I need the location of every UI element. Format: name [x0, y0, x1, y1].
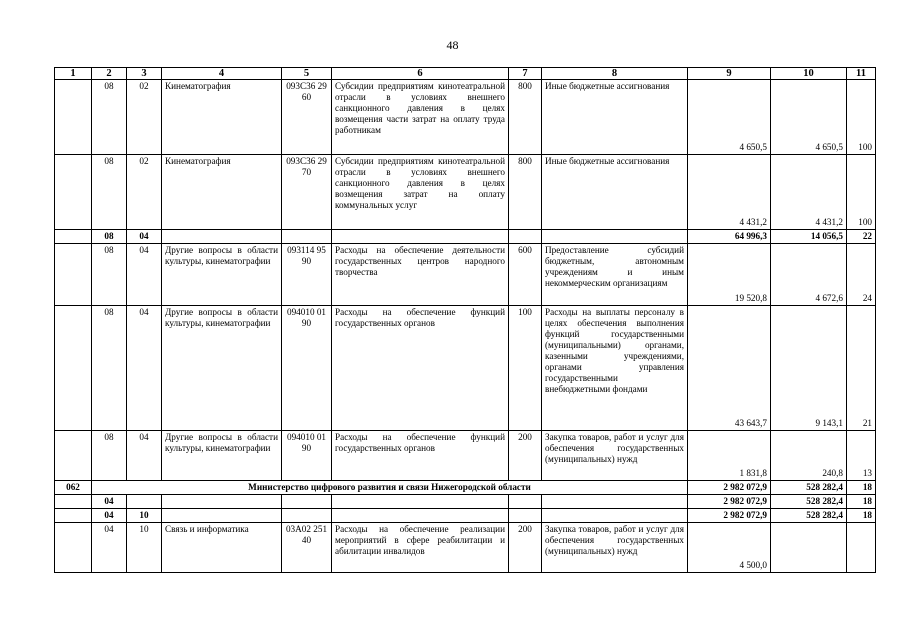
- cell-target-name: Субсидии предприятиям кинотеатральной отрасли в условиях внешнего санкционного давления в целях возмещения затрат на оплату коммунальных услуг: [332, 155, 509, 230]
- cell-expense-type: 100: [509, 306, 542, 431]
- cell-plan: 2 982 072,9: [688, 481, 771, 495]
- cell-section: 08: [92, 431, 127, 481]
- cell-ministry-code: [55, 523, 92, 573]
- column-header: 4: [162, 68, 282, 80]
- cell-target-name: Субсидии предприятиям кинотеатральной отрасли в условиях внешнего санкционного давления в целях возмещения части затрат на оплату труда работникам: [332, 80, 509, 155]
- column-header: 10: [771, 68, 847, 80]
- cell-subsection-name: Кинематография: [162, 155, 282, 230]
- cell-subsection: [127, 495, 162, 509]
- cell-target-name: [332, 230, 509, 244]
- table-row: [55, 80, 876, 155]
- cell-actual: 528 282,4: [771, 481, 847, 495]
- cell-empty: [332, 509, 509, 523]
- cell-actual: 528 282,4: [771, 509, 847, 523]
- cell-empty: [162, 509, 282, 523]
- cell-expense-type-name: Иные бюджетные ассигнования: [542, 155, 688, 230]
- subtotal-row: [55, 230, 876, 244]
- column-header: 2: [92, 68, 127, 80]
- cell-percent: 24: [847, 244, 876, 306]
- subtotal-row: [55, 509, 876, 523]
- cell-empty: [282, 509, 332, 523]
- cell-ministry-code: [55, 230, 92, 244]
- column-header: 5: [282, 68, 332, 80]
- column-header: 3: [127, 68, 162, 80]
- column-header: 6: [332, 68, 509, 80]
- budget-table: [54, 67, 876, 573]
- ministry-row: [55, 481, 876, 495]
- cell-plan: 43 643,7: [688, 306, 771, 431]
- cell-subsection-name: Другие вопросы в области культуры, кинематографии: [162, 244, 282, 306]
- cell-empty: [542, 495, 688, 509]
- cell-expense-type-name: [542, 230, 688, 244]
- cell-section: 08: [92, 80, 127, 155]
- column-header: 9: [688, 68, 771, 80]
- cell-expense-type: 200: [509, 523, 542, 573]
- cell-target-code: 094010 0190: [282, 306, 332, 431]
- cell-percent: 18: [847, 509, 876, 523]
- cell-plan: 4 431,2: [688, 155, 771, 230]
- cell-plan: 4 650,5: [688, 80, 771, 155]
- cell-expense-type-name: Предоставление субсидий бюджетным, автономным учреждениям и иным некоммерческим организациям: [542, 244, 688, 306]
- cell-section: 04: [92, 523, 127, 573]
- cell-subsection-name: [162, 230, 282, 244]
- cell-expense-type: [509, 230, 542, 244]
- cell-target-code: 094010 0190: [282, 431, 332, 481]
- cell-actual: 4 431,2: [771, 155, 847, 230]
- cell-subsection-name: Связь и информатика: [162, 523, 282, 573]
- column-header: 11: [847, 68, 876, 80]
- table-row: [55, 523, 876, 573]
- cell-plan: 4 500,0: [688, 523, 771, 573]
- cell-expense-type: 200: [509, 431, 542, 481]
- cell-empty: [332, 495, 509, 509]
- cell-percent: 18: [847, 495, 876, 509]
- cell-ministry-code: [55, 80, 92, 155]
- cell-expense-type-name: Иные бюджетные ассигнования: [542, 80, 688, 155]
- cell-expense-type-name: Закупка товаров, работ и услуг для обеспечения государственных (муниципальных) нужд: [542, 431, 688, 481]
- cell-actual: 528 282,4: [771, 495, 847, 509]
- cell-section: 04: [92, 509, 127, 523]
- cell-percent: 18: [847, 481, 876, 495]
- cell-target-name: Расходы на обеспечение функций государственных органов: [332, 306, 509, 431]
- cell-plan: 1 831,8: [688, 431, 771, 481]
- cell-ministry-code: [55, 509, 92, 523]
- cell-target-code: 093С36 2970: [282, 155, 332, 230]
- cell-target-code: 03А02 25140: [282, 523, 332, 573]
- cell-subsection: 04: [127, 230, 162, 244]
- cell-section: 08: [92, 230, 127, 244]
- cell-ministry-code: [55, 431, 92, 481]
- cell-subsection-name: Другие вопросы в области культуры, кинематографии: [162, 306, 282, 431]
- cell-percent: 21: [847, 306, 876, 431]
- cell-subsection: 02: [127, 80, 162, 155]
- column-header: 8: [542, 68, 688, 80]
- cell-expense-type-name: Расходы на выплаты персоналу в целях обеспечения выполнения функций государственными (муниципальными) органами, казенными учреждениями, органами управления государственными внебюджетными фондами: [542, 306, 688, 431]
- cell-expense-type: 800: [509, 80, 542, 155]
- cell-subsection-name: Кинематография: [162, 80, 282, 155]
- cell-target-name: Расходы на обеспечение функций государственных органов: [332, 431, 509, 481]
- cell-target-code: 093С36 2960: [282, 80, 332, 155]
- cell-plan: 19 520,8: [688, 244, 771, 306]
- page-number: 48: [446, 38, 459, 52]
- column-header: 1: [55, 68, 92, 80]
- cell-plan: 2 982 072,9: [688, 509, 771, 523]
- header-row: [55, 68, 876, 80]
- cell-percent: 100: [847, 155, 876, 230]
- cell-subsection: 04: [127, 244, 162, 306]
- cell-expense-type: 600: [509, 244, 542, 306]
- cell-subsection: 02: [127, 155, 162, 230]
- cell-subsection-name: Другие вопросы в области культуры, кинематографии: [162, 431, 282, 481]
- table-row: [55, 306, 876, 431]
- cell-actual: 9 143,1: [771, 306, 847, 431]
- cell-section: 04: [92, 495, 127, 509]
- cell-actual: [771, 523, 847, 573]
- cell-actual: 14 056,5: [771, 230, 847, 244]
- cell-section: 08: [92, 306, 127, 431]
- cell-empty: [282, 495, 332, 509]
- subtotal-row: [55, 495, 876, 509]
- cell-expense-type: 800: [509, 155, 542, 230]
- cell-ministry-code: [55, 155, 92, 230]
- cell-target-name: Расходы на обеспечение деятельности государственных центров народного творчества: [332, 244, 509, 306]
- cell-subsection: 04: [127, 306, 162, 431]
- ministry-name: Министерство цифрового развития и связи Нижегородской области: [92, 481, 688, 495]
- cell-percent: 22: [847, 230, 876, 244]
- cell-actual: 4 672,6: [771, 244, 847, 306]
- table-row: [55, 244, 876, 306]
- cell-actual: 4 650,5: [771, 80, 847, 155]
- cell-empty: [162, 495, 282, 509]
- column-header: 7: [509, 68, 542, 80]
- table-row: [55, 155, 876, 230]
- cell-target-code: [282, 230, 332, 244]
- cell-percent: [847, 523, 876, 573]
- cell-section: 08: [92, 155, 127, 230]
- cell-subsection: 10: [127, 523, 162, 573]
- cell-section: 08: [92, 244, 127, 306]
- cell-percent: 100: [847, 80, 876, 155]
- cell-subsection: 10: [127, 509, 162, 523]
- cell-empty: [542, 509, 688, 523]
- cell-plan: 64 996,3: [688, 230, 771, 244]
- cell-plan: 2 982 072,9: [688, 495, 771, 509]
- cell-actual: 240,8: [771, 431, 847, 481]
- cell-percent: 13: [847, 431, 876, 481]
- cell-target-name: Расходы на обеспечение реализации мероприятий в сфере реабилитации и абилитации инвалидов: [332, 523, 509, 573]
- cell-expense-type-name: Закупка товаров, работ и услуг для обеспечения государственных (муниципальных) нужд: [542, 523, 688, 573]
- cell-ministry-code: [55, 306, 92, 431]
- cell-ministry-code: [55, 244, 92, 306]
- cell-ministry-code: 062: [55, 481, 92, 495]
- cell-empty: [509, 509, 542, 523]
- table-row: [55, 431, 876, 481]
- cell-empty: [509, 495, 542, 509]
- cell-subsection: 04: [127, 431, 162, 481]
- cell-target-code: 093114 9590: [282, 244, 332, 306]
- cell-ministry-code: [55, 495, 92, 509]
